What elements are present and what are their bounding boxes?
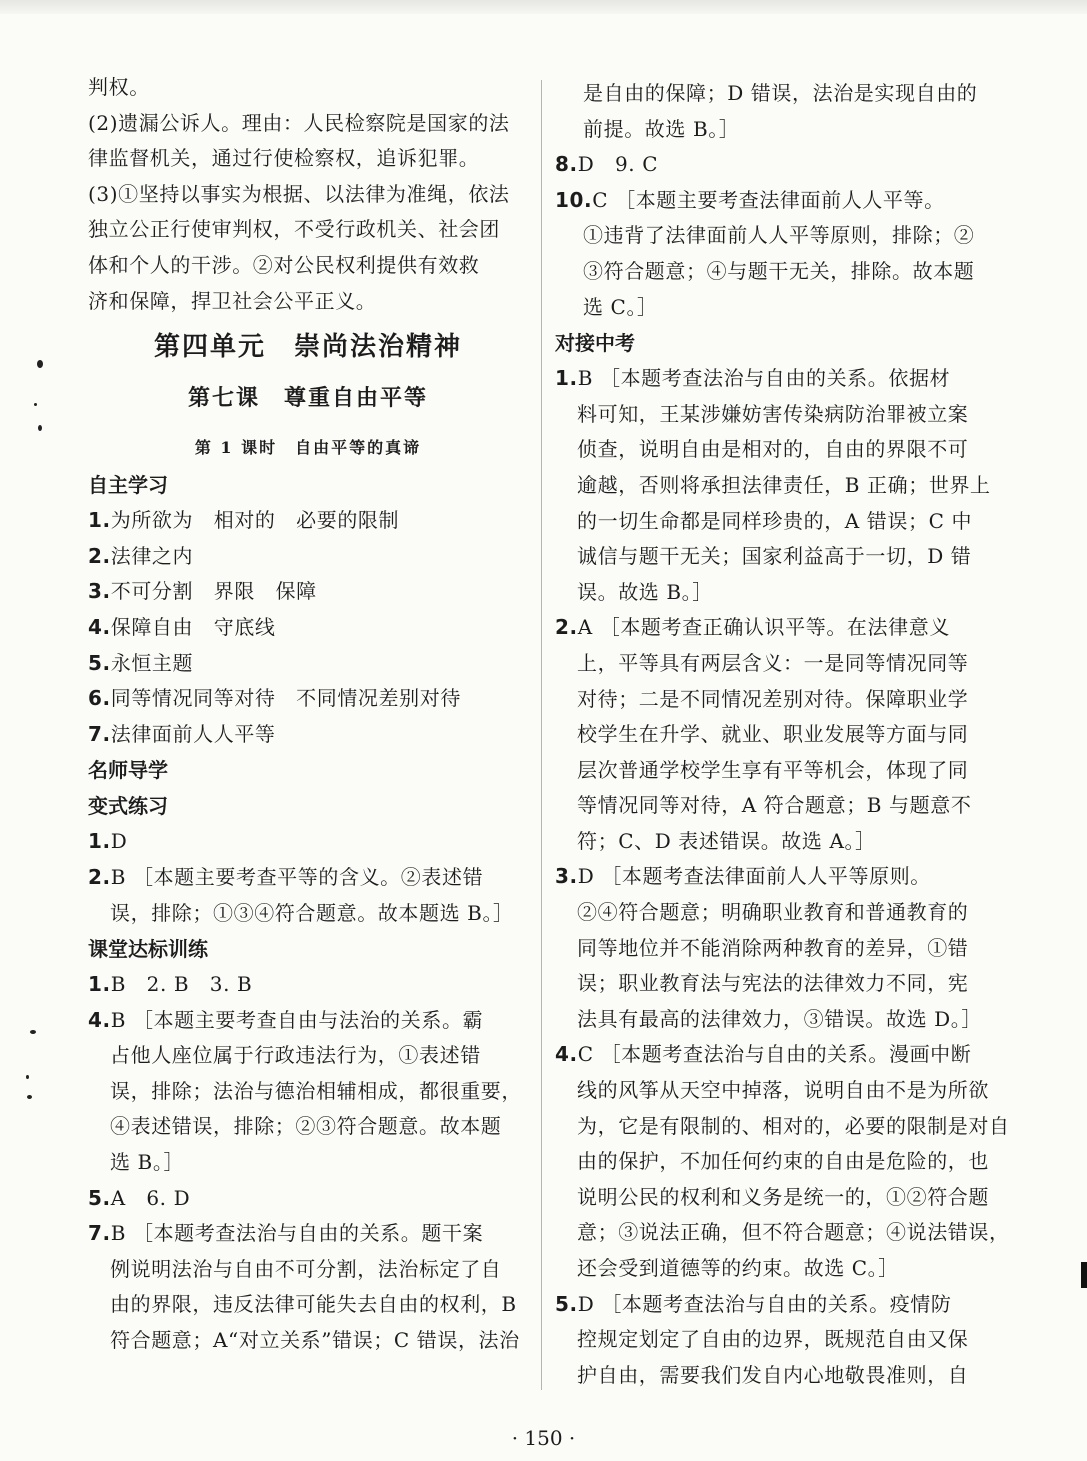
item-text: C ［本题主要考查法律面前人人平等。 [592,187,945,212]
section-heading: 课堂达标训练 [88,937,208,962]
text-line: 律监督机关，通过行使检察权，追诉犯罪。 [88,146,480,171]
item-text: C ［本题考查法治与自由的关系。漫画中断 [577,1042,972,1067]
continuation-line: 符合题意；A“对立关系”错误；C 错误，法治 [110,1328,520,1353]
text-line: 独立公正行使审判权，不受行政机关、社会团 [88,217,500,242]
continuation-line: 料可知，王某涉嫌妨害传染病防治罪被立案 [577,401,969,426]
scan-speck [30,1030,36,1034]
right-column [555,76,1010,1393]
section-heading: 自主学习 [88,473,168,498]
continuation-line: 上，平等具有两层含义：一是同等情况同等 [577,650,969,675]
item-number: 7. [88,721,111,746]
answer-item [555,859,993,895]
item-number: 5. [88,650,111,675]
page-number: · 150 · [511,1426,576,1450]
continuation-line: 侦查，说明自由是相对的，自由的界限不可 [577,437,969,462]
continuation-line: 误，排除；法治与德治相辅相成，都很重要， [110,1078,522,1103]
unit-title: 第四单元 崇尚法治精神 [153,332,462,363]
item-number: 1. [555,366,578,391]
item-number: 1. [88,508,111,533]
continuation-line: 是自由的保障；D 错误，法治是实现自由的 [583,81,978,105]
answer-item [88,860,528,896]
item-text: D [110,829,128,854]
item-number: 4. [555,1042,578,1067]
item-text: 法律之内 [110,543,194,568]
item-number: 2. [88,543,111,568]
continuation-line: 误。故选 B。］ [577,579,713,604]
item-number: 8. [555,152,578,177]
continuation-line: 意；③说法正确，但不符合题意；④说法错误， [577,1220,1010,1245]
column-divider [541,80,542,1390]
item-number: 6. [88,686,111,711]
text-line: (2)遗漏公诉人。理由：人民检察院是国家的法 [88,110,510,135]
item-text: B 2. B 3. B [110,972,253,997]
continuation-line: 前提。故选 B。］ [583,116,740,141]
item-text: 同等情况同等对待 不同情况差别对待 [110,686,461,711]
lesson-title: 第七课 尊重自由平等 [187,386,428,412]
item-text: A ［本题考查正确认识平等。在法律意义 [577,615,950,640]
item-number: 4. [88,614,111,639]
item-number: 7. [88,1221,111,1246]
answer-item [555,183,993,219]
answer-item [88,646,528,682]
answer-item [555,1287,993,1323]
item-text: 永恒主题 [110,650,194,675]
answer-item [88,824,528,860]
continuation-line: ①违背了法律面前人人平等原则，排除；② [583,223,975,248]
continuation-line: 符；C、D 表述错误。故选 A。］ [577,828,876,853]
continuation-line: ④表述错误，排除；②③符合题意。故本题 [110,1114,502,1139]
section-heading: 对接中考 [555,331,635,356]
item-number: 1. [88,829,111,854]
continuation-line: 由的保护，不加任何约束的自由是危险的，也 [577,1149,989,1174]
answer-item [88,1181,528,1217]
continuation-line: 控规定划定了自由的边界，既规范自由又保 [577,1327,969,1352]
answer-item [88,1003,528,1039]
text-line: (3)①坚持以事实为根据、以法律为准绳，依法 [88,181,510,206]
continuation-line: 线的风筝从天空中掉落，说明自由不是为所欲 [577,1078,989,1103]
item-text: A 6. D [110,1185,191,1210]
continuation-line: ②④符合题意；明确职业教育和普通教育的 [577,900,969,925]
continuation-line: 占他人座位属于行政违法行为，①表述错 [110,1043,481,1068]
item-text: 为所欲为 相对的 必要的限制 [110,508,400,533]
answer-item [88,539,528,575]
item-number: 3. [88,579,111,604]
item-number: 4. [88,1007,111,1032]
item-text: B ［本题考查法治与自由的关系。依据材 [577,366,951,391]
continuation-line: 说明公民的权利和义务是统一的，①②符合题 [577,1184,989,1209]
answer-item [88,610,528,646]
text-line: 体和个人的干涉。②对公民权利提供有效救 [88,252,480,277]
item-text: B ［本题主要考查自由与法治的关系。霸 [110,1007,484,1032]
answer-item [88,967,528,1003]
item-text: B ［本题主要考查平等的含义。②表述错 [110,864,484,889]
continuation-line: 例说明法治与自由不可分割，法治标定了自 [110,1256,502,1281]
item-text: 法律面前人人平等 [110,721,276,746]
continuation-line: 还会受到道德等的约束。故选 C。］ [577,1256,899,1280]
continuation-line: 逾越，否则将承担法律责任，B 正确；世界上 [577,472,991,497]
answer-item [88,681,528,717]
section-heading: 变式练习 [88,794,168,819]
answer-item [555,610,993,646]
item-text: 保障自由 守底线 [110,614,276,639]
item-number: 2. [555,615,578,640]
continuation-line: ③符合题意；④与题干无关，排除。故本题 [583,258,975,283]
continuation-line: 为，它是有限制的、相对的，必要的限制是对自 [577,1113,1010,1138]
continuation-line: 选 B。］ [110,1150,185,1175]
item-number: 2. [88,864,111,889]
text-line: 判权。 [88,75,150,99]
item-text: D ［本题考查法治与自由的关系。疫情防 [577,1291,952,1316]
scan-edge [0,0,1087,14]
item-text: B ［本题考查法治与自由的关系。题干案 [110,1221,484,1246]
item-number: 3. [555,864,578,889]
answer-item [88,503,528,539]
answer-item [88,574,528,610]
continuation-line: 层次普通学校学生享有平等机会，体现了同 [577,757,969,782]
continuation-line: 校学生在升学、就业、职业发展等方面与同 [577,722,969,747]
item-number: 5. [555,1291,578,1316]
answer-item [555,147,993,183]
continuation-line: 选 C。］ [583,294,658,319]
text-line: 济和保障，捍卫社会公平正义。 [88,288,377,313]
scan-speck [37,360,43,368]
section-heading: 名师导学 [88,758,168,783]
continuation-line: 诚信与题干无关；国家利益高于一切，D 错 [577,544,972,569]
item-number: 5. [88,1185,111,1210]
continuation-line: 护自由，需要我们发自内心地敬畏准则，自 [577,1362,969,1387]
answer-item [555,361,993,397]
answer-item [88,717,528,753]
answer-item [555,1037,993,1073]
continuation-line: 由的界限，违反法律可能失去自由的权利，B [110,1292,517,1317]
item-text: 不可分割 界限 保障 [110,579,317,604]
period-title: 第 1 课时 自由平等的真谛 [194,438,422,458]
left-column [88,70,528,1359]
continuation-line: 法具有最高的法律效力，③错误。故选 D。］ [577,1006,982,1031]
answer-item [88,1216,528,1252]
item-number: 1. [88,972,111,997]
item-number: 10. [555,187,593,212]
scan-speck [27,1095,32,1099]
continuation-line: 误，排除；①③④符合题意。故本题选 B。］ [110,900,514,925]
continuation-line: 的一切生命都是同样珍贵的，A 错误；C 中 [577,508,973,533]
scan-edge-mark [1081,1262,1087,1288]
item-text: D ［本题考查法律面前人人平等原则。 [577,864,931,889]
scan-speck [38,425,42,431]
continuation-line: 误；职业教育法与宪法的法律效力不同，宪 [577,971,969,996]
item-text: D 9. C [577,152,659,177]
scan-speck [34,403,37,406]
continuation-line: 对待；二是不同情况差别对待。保障职业学 [577,686,969,711]
continuation-line: 等情况同等对待，A 符合题意；B 与题意不 [577,793,972,818]
continuation-line: 同等地位并不能消除两种教育的差异，①错 [577,935,969,960]
scan-speck [26,1075,29,1079]
